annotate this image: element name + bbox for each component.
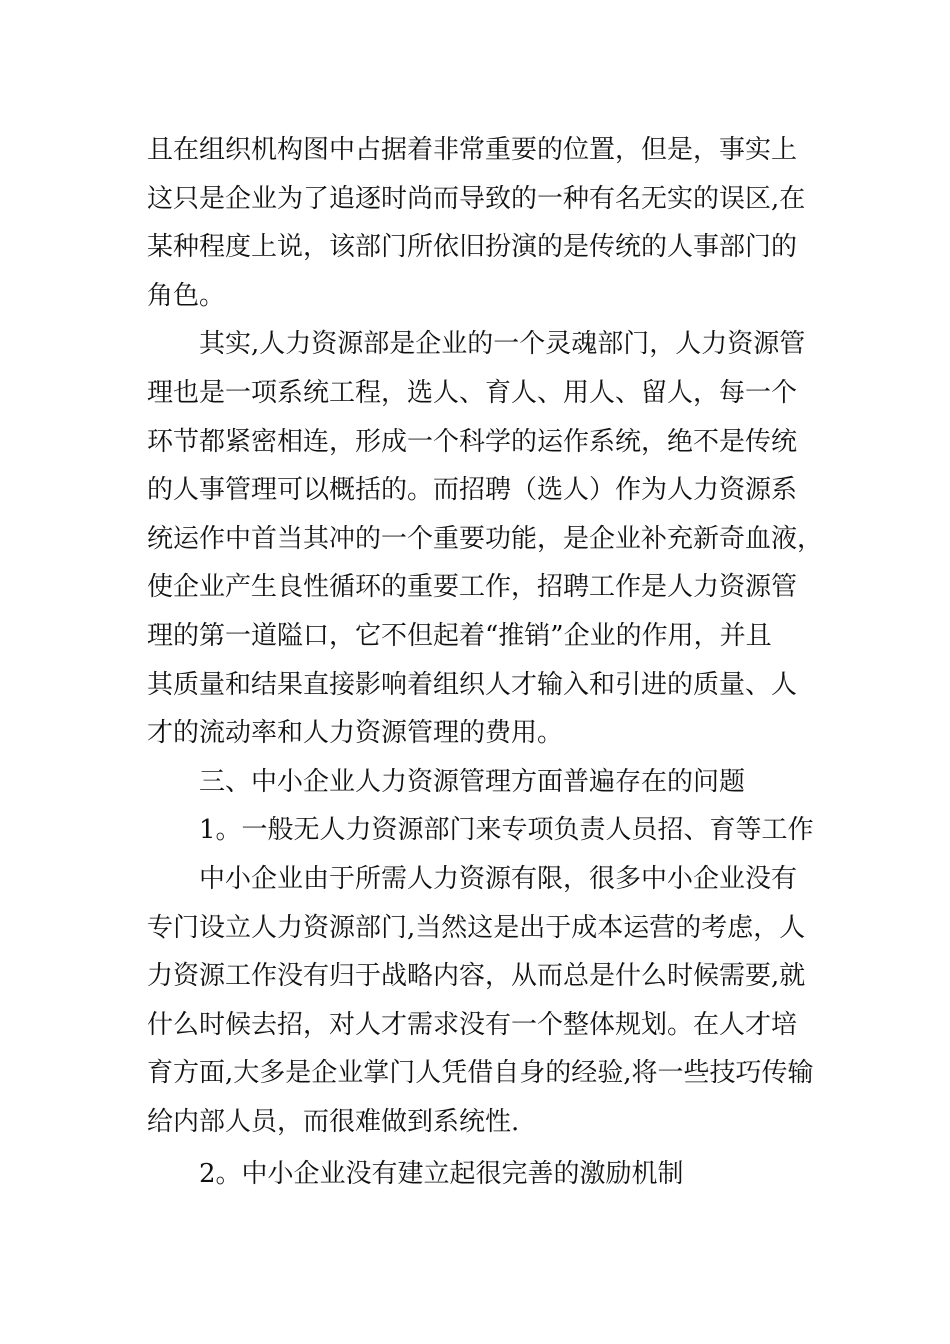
text-line: 其实,人力资源部是企业的一个灵魂部门，人力资源管: [199, 329, 806, 360]
subheading-1: [147, 806, 814, 855]
text-line: 力资源工作没有归于战略内容，从而总是什么时候需要,就: [147, 961, 806, 992]
subheading-2: [147, 1150, 807, 1199]
text-line: 中小企业由于所需人力资源有限，很多中小企业没有: [199, 863, 798, 894]
text-line: 且在组织机构图中占据着非常重要的位置，但是，事实上: [147, 135, 798, 165]
subheading-line: 2。中小企业没有建立起很完善的激励机制: [199, 1159, 684, 1190]
paragraph-1: [147, 126, 807, 320]
paragraph-3: [147, 855, 814, 1147]
text-line: 什么时候去招，对人才需求没有一个整体规划。在人才培: [147, 1009, 798, 1040]
text-line: 统运作中首当其冲的一个重要功能，是企业补充新奇血液，: [147, 523, 824, 554]
text-line: 使企业产生良性循环的重要工作，招聘工作是人力资源管: [147, 572, 798, 603]
text-line: 专门设立人力资源部门,当然这是出于成本运营的考虑，人: [147, 912, 806, 943]
paragraph-2: [147, 320, 824, 757]
text-line: 这只是企业为了追逐时尚而导致的一种有名无实的误区,在: [147, 183, 806, 214]
text-line: 理的第一道隘口，它不但起着“推销”企业的作用，并且: [147, 620, 772, 651]
text-line: 某种程度上说，该部门所依旧扮演的是传统的人事部门的: [147, 232, 798, 263]
section-heading: [147, 758, 807, 807]
text-line: 角色。: [147, 280, 226, 311]
text-line: 理也是一项系统工程，选人、育人、用人、留人，每一个: [147, 377, 798, 408]
text-line: 才的流动率和人力资源管理的费用。: [147, 718, 564, 749]
text-line: 的人事管理可以概括的。而招聘（选人）作为人力资源系: [147, 475, 798, 506]
subheading-line: 1。一般无人力资源部门来专项负责人员招、育等工作: [199, 815, 814, 846]
text-line: 其质量和结果直接影响着组织人才输入和引进的质量、人: [147, 669, 798, 700]
heading-line: 三、中小企业人力资源管理方面普遍存在的问题: [199, 766, 746, 797]
text-line: 环节都紧密相连，形成一个科学的运作系统，绝不是传统: [147, 426, 798, 457]
text-line: 给内部人员，而很难做到系统性.: [147, 1106, 520, 1137]
text-line: 育方面,大多是企业掌门人凭借自身的经验,将一些技巧传输: [147, 1058, 814, 1089]
document-body: [147, 126, 824, 1199]
